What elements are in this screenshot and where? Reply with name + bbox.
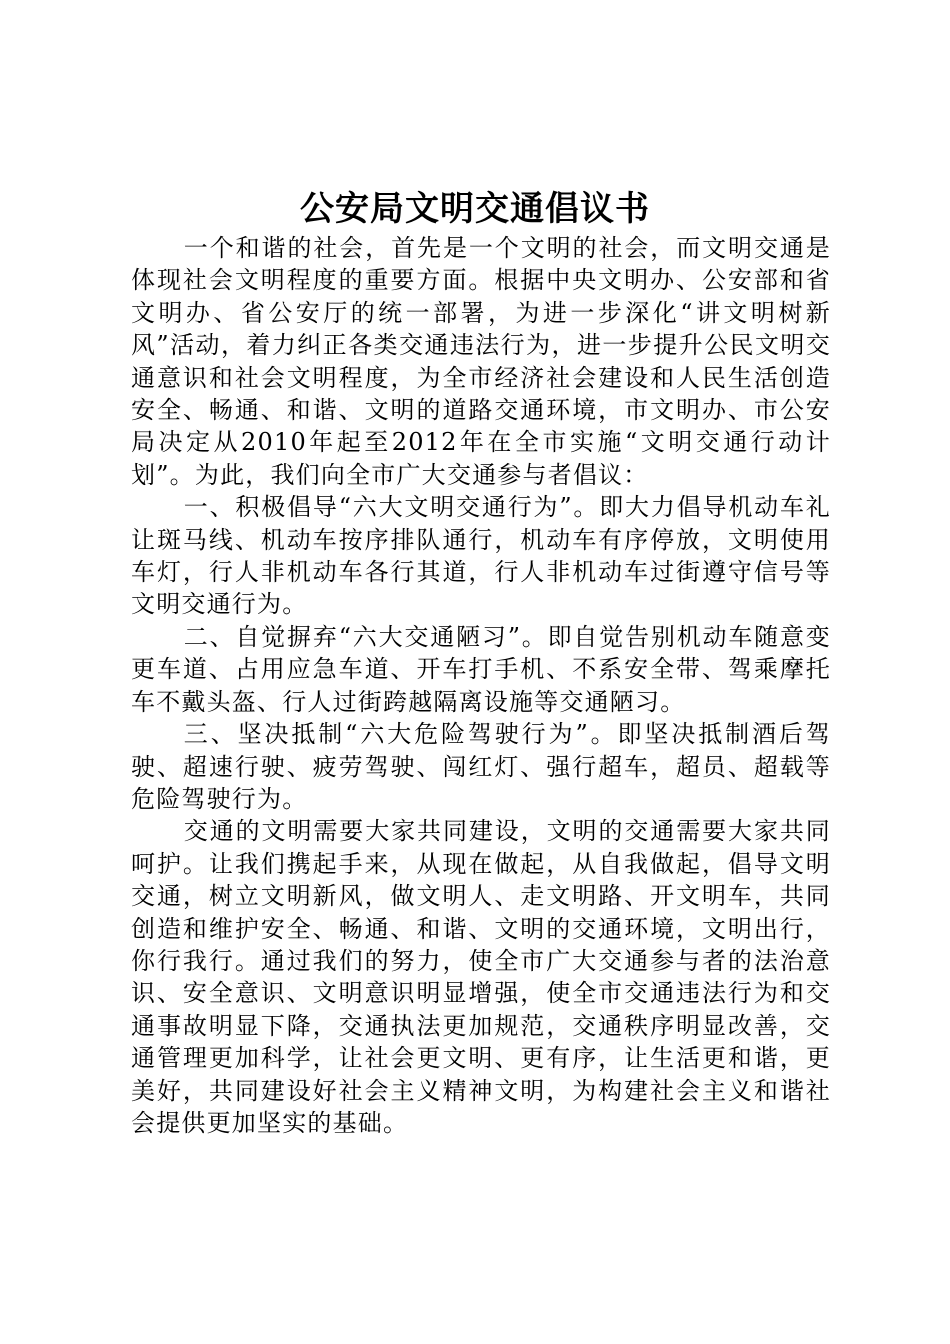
document-body [131,232,831,1139]
paragraph-item-1: 一、积极倡导“六大文明交通行为”。即大力倡导机动车礼让斑马线、机动车按序排队通行，机动车有序停放，文明使用车灯，行人非机动车各行其道，行人非机动车过街遵守信号等文明交通行为。 [131,493,831,619]
document-title: 公安局文明交通倡议书 [300,189,650,229]
paragraph-item-3: 三、坚决抵制“六大危险驾驶行为”。即坚决抵制酒后驾驶、超速行驶、疲劳驾驶、闯红灯、强行超车，超员、超载等危险驾驶行为。 [131,720,831,813]
paragraph-item-2: 二、自觉摒弃“六大交通陋习”。即自觉告别机动车随意变更车道、占用应急车道、开车打手机、不系安全带、驾乘摩托车不戴头盔、行人过街跨越隔离设施等交通陋习。 [131,622,831,716]
paragraph-conclusion: 交通的文明需要大家共同建设，文明的交通需要大家共同呵护。让我们携起手来，从现在做起，从自我做起，倡导文明交通，树立文明新风，做文明人、走文明路、开文明车，共同创造和维护安全、畅通、和谐、文明的交通环境，文明出行，你行我行。通过我们的努力，使全市广大交通参与者的法治意识、安全意识、文明意识明显增强，使全市交通违法行为和交通事故明显下降，交通执法更加规范，交通秩序明显改善，交通管理更加科学，让社会更文明、更有序，让生活更和谐，更美好，共同建设好社会主义精神文明，为构建社会主义和谐社会提供更加坚实的基础。 [131,817,831,1137]
paragraph-intro: 一个和谐的社会，首先是一个文明的社会，而文明交通是体现社会文明程度的重要方面。根据中央文明办、公安部和省文明办、省公安厅的统一部署，为进一步深化“讲文明树新风”活动，着力纠正各类交通违法行为，进一步提升公民文明交通意识和社会文明程度，为全市经济社会建设和人民生活创造安全、畅通、和谐、文明的道路交通环境，市文明办、市公安局决定从2010年起至2012年在全市实施“文明交通行动计划”。为此，我们向全市广大交通参与者倡议： [131,234,831,489]
